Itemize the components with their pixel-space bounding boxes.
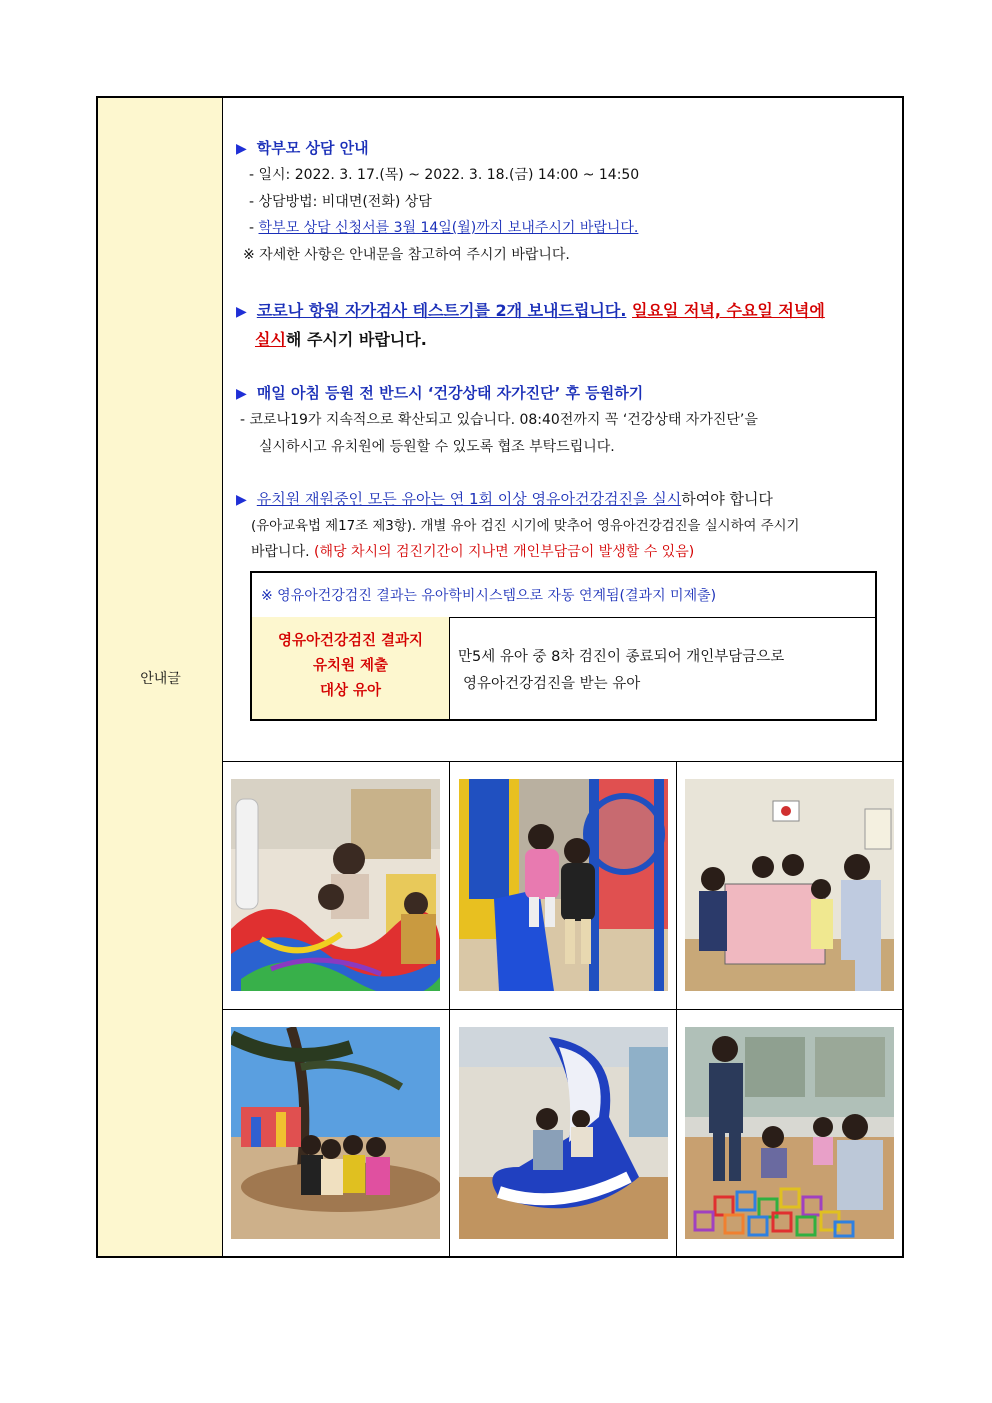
health-check-line1: (유아교육법 제17조 제3항). 개별 유아 검진 시기에 맞추어 영유아건강검진을 실시하여 주시기	[251, 519, 800, 534]
consult-deadline: - 학부모 상담 신청서를 3월 14일(월)까지 보내주시기 바랍니다.	[249, 220, 639, 236]
info-value-line2: 영유아건강검진을 받는 유아	[463, 676, 641, 692]
triangle-bullet-icon: ▶	[236, 492, 247, 508]
photo-outdoor	[231, 1027, 440, 1239]
section4-title: ▶ 유치원 재원중인 모든 유아는 연 1회 이상 영유아건강검진을 실시하여야 합니다	[236, 490, 773, 508]
notice-content	[223, 98, 902, 762]
photo-poster	[685, 779, 894, 991]
triangle-bullet-icon: ▶	[236, 141, 247, 157]
info-box-header-text: ※ 영유아건강검진 결과는 유아학비시스템으로 자동 연계됨(결과지 미제출)	[261, 588, 717, 604]
consult-method: - 상담방법: 비대면(전화) 상담	[249, 194, 432, 210]
triangle-bullet-icon: ▶	[236, 304, 247, 320]
row-label: 안내글	[140, 671, 181, 687]
info-label-line3: 대상 유아	[319, 683, 382, 699]
photo-slide	[459, 779, 668, 991]
left-column	[98, 98, 223, 1256]
photo-ribbon-play	[231, 779, 440, 991]
self-check-line1: - 코로나19가 지속적으로 확산되고 있습니다. 08:40전까지 꼭 ‘건강상태 자가진단’을	[240, 412, 758, 428]
info-label-line2: 유치원 제출	[312, 658, 389, 674]
photo-inflatable	[459, 1027, 668, 1239]
covid-test-line1: ▶ 코로나 항원 자가검사 테스트기를 2개 보내드립니다. 일요일 저녁, 수요일 저녁에	[236, 301, 825, 320]
consult-date: - 일시: 2022. 3. 17.(목) ~ 2022. 3. 18.(금) 14:00 ~ 14:50	[249, 167, 640, 183]
photo-blocks	[685, 1027, 894, 1239]
info-box-label-cell	[252, 617, 450, 719]
notice-table	[96, 96, 904, 1258]
info-label-line1: 영유아건강검진 결과지	[277, 633, 424, 649]
section1-title: ▶ 학부모 상담 안내	[236, 139, 369, 157]
info-value-line1: 만5세 유아 중 8차 검진이 종료되어 개인부담금으로	[458, 649, 785, 665]
section3-title: ▶ 매일 아침 등원 전 반드시 ‘건강상태 자가진단’ 후 등원하기	[236, 384, 644, 402]
health-check-line2: 바랍니다. (해당 차시의 검진기간이 지나면 개인부담금이 발생할 수 있음)	[251, 544, 695, 560]
consult-note: ※ 자세한 사항은 안내문을 참고하여 주시기 바랍니다.	[243, 247, 570, 263]
photo-grid	[223, 761, 902, 1256]
covid-test-line2: 실시해 주시기 바랍니다.	[255, 330, 427, 349]
triangle-bullet-icon: ▶	[236, 386, 247, 402]
health-check-info-box	[250, 571, 877, 721]
self-check-line2: 실시하시고 유치원에 등원할 수 있도록 협조 부탁드립니다.	[259, 439, 615, 455]
info-box-header	[252, 573, 875, 618]
